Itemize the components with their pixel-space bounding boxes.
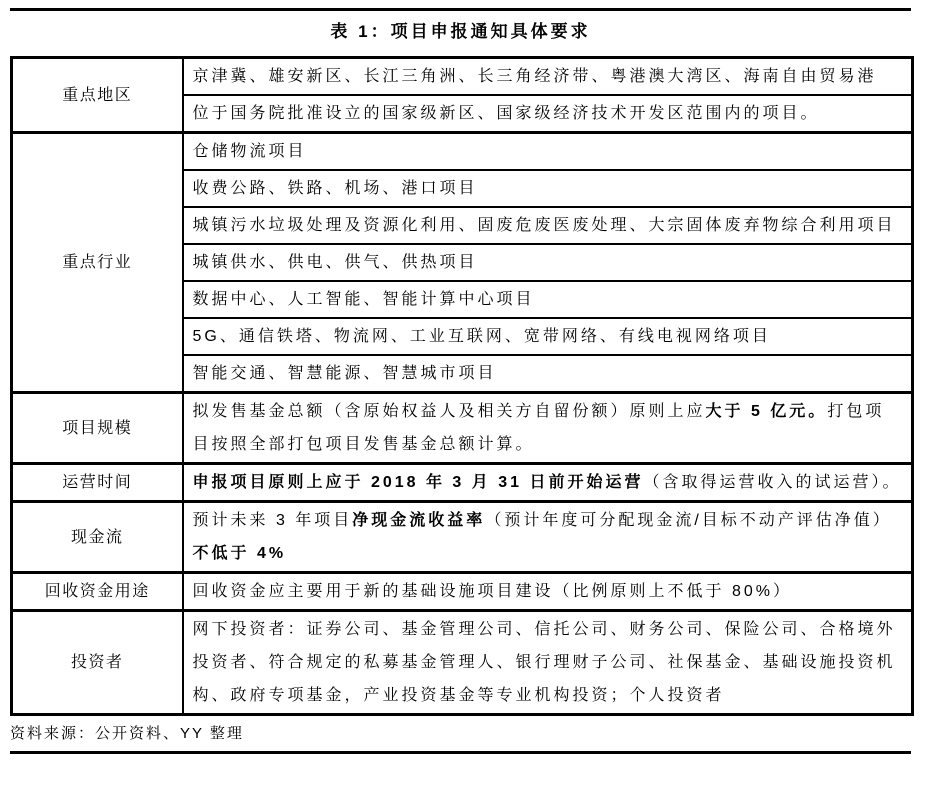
text-segment: 净现金流收益率 [352,512,486,529]
cell-industry-item-6: 5G、通信铁塔、物流网、工业互联网、宽带网络、有线电视网络项目 [183,318,913,355]
table-row [12,133,913,171]
cell-industry-item-5: 数据中心、人工智能、智能计算中心项目 [183,281,913,318]
text-segment: 打包项目按照全部打包项目发售基金总额计算。 [192,403,885,453]
cell-industry-item-1: 仓储物流项目 [183,133,913,171]
cell-industry-item-2: 收费公路、铁路、机场、港口项目 [183,170,913,207]
text-segment: 拟发售基金总额（含原始权益人及相关方自留份额）原则上应 [192,403,706,420]
cell-industry-item-3: 城镇污水垃圾处理及资源化利用、固废危废医废处理、大宗固体废弃物综合利用项目 [183,207,913,244]
text-segment: 不低于 4% [192,545,287,562]
row-label-fund-use: 回收资金用途 [12,573,183,611]
text-segment: 预计未来 3 年项目 [192,512,353,529]
row-label-project-scale: 项目规模 [12,393,183,464]
text-segment: （含取得运营收入的试运营）。 [643,474,902,491]
text-segment: （预计年度可分配现金流/目标不动产评估净值） [485,512,892,529]
cell-cash-flow [183,502,913,573]
row-label-operation-time: 运营时间 [12,464,183,502]
table-row [12,573,913,611]
cell-fund-use: 回收资金应主要用于新的基础设施项目建设（比例原则上不低于 80%） [183,573,913,611]
row-label-key-regions: 重点地区 [12,58,183,133]
cell-industry-item-4: 城镇供水、供电、供气、供热项目 [183,244,913,281]
row-label-cash-flow: 现金流 [12,502,183,573]
cell-operation-time [183,464,913,502]
source-note: 资料来源：公开资料、YY 整理 [10,725,244,742]
table-row [12,611,913,715]
cell-region-item-2: 位于国务院批准设立的国家级新区、国家级经济技术开发区范围内的项目。 [183,95,913,133]
table-row [12,502,913,573]
table-row [12,58,913,96]
text-segment: 大于 5 亿元。 [705,403,828,420]
text-segment: 申报项目原则上应于 2018 年 3 月 31 日前开始运营 [192,474,644,491]
cell-industry-item-7: 智能交通、智慧能源、智慧城市项目 [183,355,913,393]
cell-investors: 网下投资者：证券公司、基金管理公司、信托公司、财务公司、保险公司、合格境外投资者、符合规定的私募基金管理人、银行理财子公司、社保基金、基础设施投资机构、政府专项基金，产业投资基金等专业机构投资；个人投资者 [183,611,913,715]
row-label-investors: 投资者 [12,611,183,715]
top-rule [10,8,911,11]
table-row [12,464,913,502]
cell-region-item-1: 京津冀、雄安新区、长江三角洲、长三角经济带、粤港澳大湾区、海南自由贸易港 [183,58,913,96]
cell-project-scale [183,393,913,464]
table-row [12,393,913,464]
bottom-rule [10,751,911,754]
requirements-table [10,56,914,716]
table-title: 表 1：项目申报通知具体要求 [330,22,591,41]
row-label-key-industries: 重点行业 [12,133,183,393]
